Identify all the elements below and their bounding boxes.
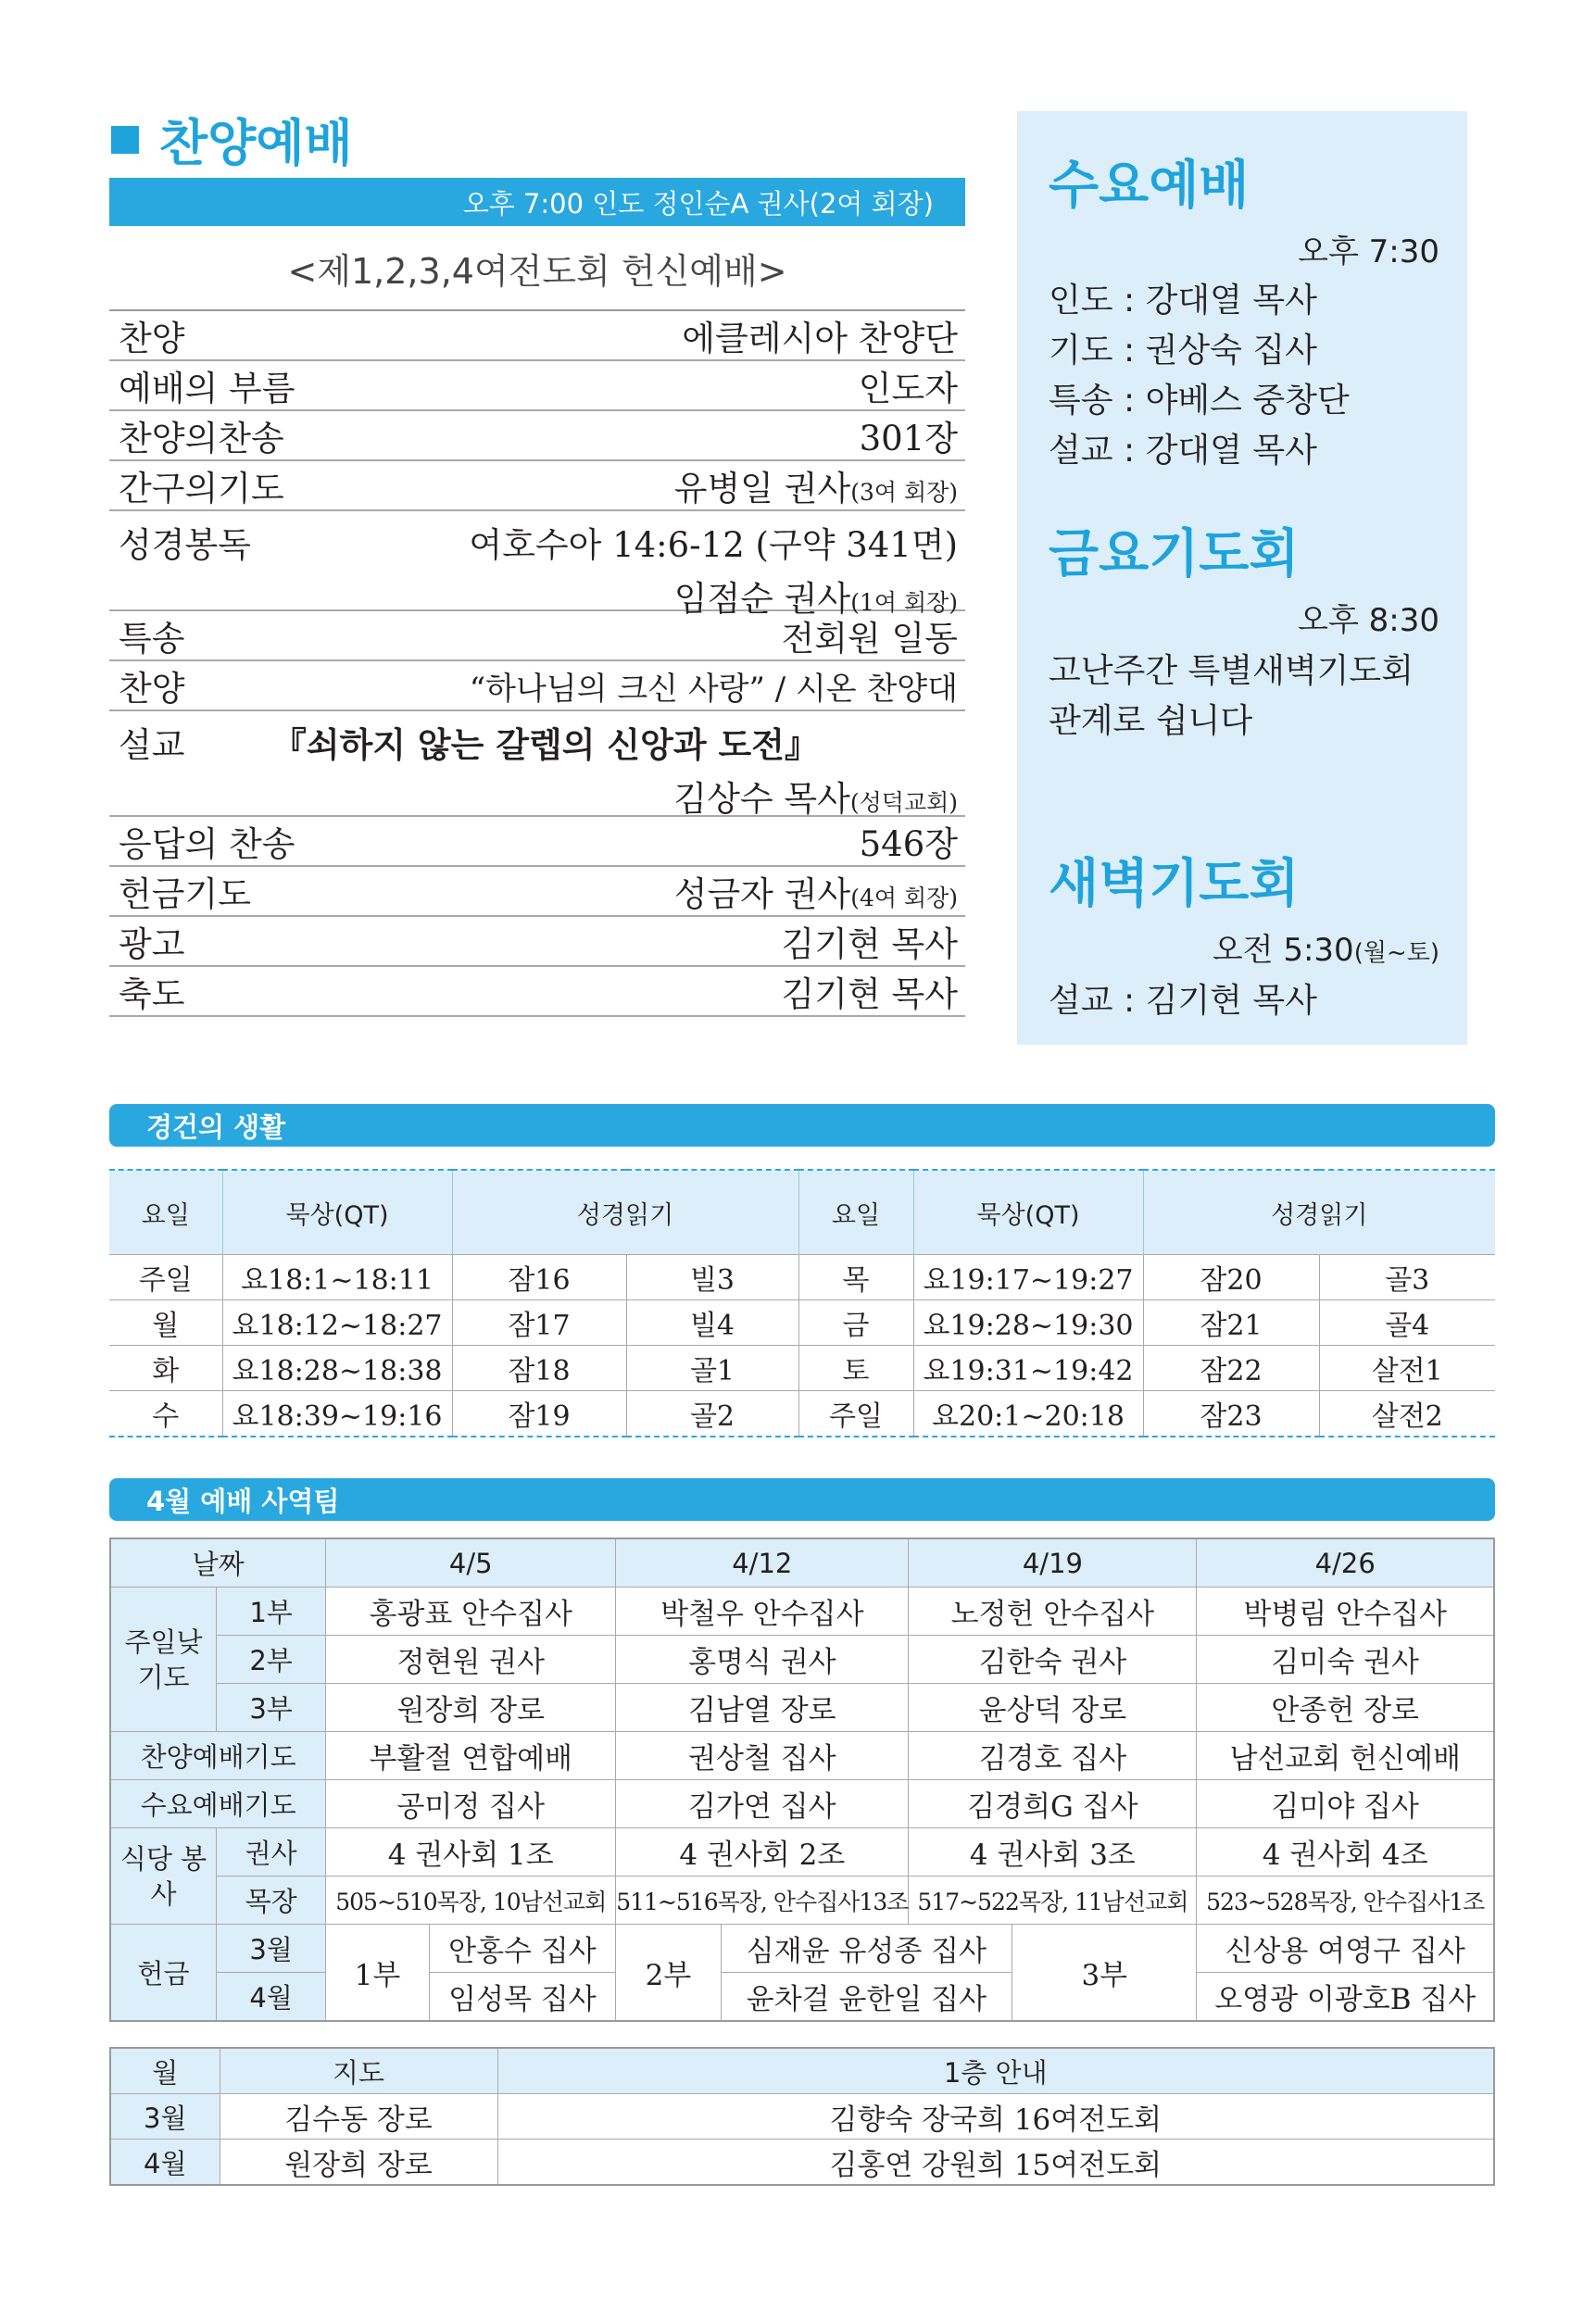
cell-reading: 잠22 — [1143, 1346, 1319, 1391]
name-cell: 홍광표 안수집사 — [326, 1588, 616, 1636]
name-cell: 523~528목장, 안수집사1조 — [1197, 1877, 1494, 1925]
table-row — [110, 1684, 1494, 1732]
order-row — [109, 311, 965, 361]
order-row — [109, 967, 965, 1017]
order-label: 찬양 — [119, 669, 185, 709]
offering-part: 1부 — [326, 1925, 429, 2022]
name-cell: 505~510목장, 10남선교회 — [326, 1877, 616, 1925]
order-value: 인도자 — [858, 369, 958, 408]
cell-reading: 잠23 — [1143, 1391, 1319, 1437]
header-month: 월 — [110, 2048, 220, 2094]
date-cell: 4/5 — [326, 1538, 616, 1588]
cell-qt: 요19:17~19:27 — [913, 1255, 1143, 1300]
order-value-note: (1여 회장) — [850, 589, 958, 616]
order-row — [109, 711, 965, 817]
praise-service-subtitle: <제1,2,3,4여전도회 헌신예배> — [287, 251, 787, 292]
offering-part: 3부 — [1012, 1925, 1197, 2022]
name-cell: 심재윤 유성종 집사 — [721, 1925, 1012, 1973]
order-label: 간구의기도 — [119, 469, 284, 508]
name-cell: 517~522목장, 11남선교회 — [909, 1877, 1197, 1925]
cell-day: 주일 — [798, 1391, 913, 1437]
name-cell: 남선교회 헌신예배 — [1197, 1732, 1494, 1780]
praise-service-title — [111, 104, 353, 175]
name-cell: 김경희G 집사 — [909, 1780, 1197, 1828]
order-row — [109, 461, 965, 511]
header-reading: 성경읽기 — [1143, 1170, 1495, 1255]
order-value — [119, 771, 958, 821]
wed-prayer-label: 수요예배기도 — [110, 1780, 326, 1828]
friday-line: 관계로 쉽니다 — [1049, 702, 1253, 740]
order-label: 성경봉독 — [119, 525, 251, 565]
part-label: 2부 — [216, 1636, 325, 1684]
name-cell: 박철우 안수집사 — [616, 1588, 909, 1636]
dawn-time-text: 오전 5:30 — [1212, 932, 1354, 969]
order-label: 축도 — [119, 974, 185, 1014]
name-cell: 정현원 권사 — [326, 1636, 616, 1684]
order-value: 546장 — [859, 824, 958, 864]
table-row — [109, 1346, 1495, 1391]
cell-day: 주일 — [109, 1255, 222, 1300]
month-label: 3월 — [216, 1925, 325, 1973]
header-day: 요일 — [109, 1170, 222, 1255]
friday-prayer-title: 금요기도회 — [1049, 524, 1300, 584]
order-row — [109, 511, 965, 619]
date-cell: 4/12 — [616, 1538, 909, 1588]
cell-reading: 빌4 — [626, 1300, 798, 1346]
cell-day: 금 — [798, 1300, 913, 1346]
order-value: “하나님의 크신 사랑” / 시온 찬양대 — [469, 670, 958, 708]
table-row — [109, 1255, 1495, 1300]
name-cell: 노정헌 안수집사 — [909, 1588, 1197, 1636]
name-cell: 김미야 집사 — [1197, 1780, 1494, 1828]
order-row — [109, 411, 965, 461]
cell-reading: 잠20 — [1143, 1255, 1319, 1300]
order-value: 301장 — [859, 419, 958, 458]
cell-reading: 잠21 — [1143, 1300, 1319, 1346]
order-row — [109, 817, 965, 867]
cell-reading: 잠19 — [452, 1391, 626, 1437]
wednesday-service-title: 수요예배 — [1049, 156, 1250, 216]
name-cell: 윤상덕 장로 — [909, 1684, 1197, 1732]
praise-prayer-label: 찬양예배기도 — [110, 1732, 326, 1780]
order-label: 특송 — [119, 619, 185, 659]
friday-line: 고난주간 특별새벽기도회 — [1049, 652, 1414, 690]
devotion-section-banner: 경건의 생활 — [109, 1104, 1495, 1147]
cell-reading: 빌3 — [626, 1255, 798, 1300]
order-value: 김기현 목사 — [781, 924, 958, 964]
ministry-section-banner: 4월 예배 사역팀 — [109, 1478, 1495, 1521]
cell-qt: 요18:28~18:38 — [222, 1346, 452, 1391]
order-value-name: 유병일 권사 — [673, 469, 851, 508]
praise-service-title-text: 찬양예배 — [159, 114, 353, 172]
part-label: 1부 — [216, 1588, 325, 1636]
order-row — [109, 611, 965, 661]
praise-service-info-bar: 오후 7:00 인도 정인순A 권사(2여 회장) — [109, 178, 965, 226]
name-cell: 신상용 여영구 집사 — [1197, 1925, 1494, 1973]
wednesday-line: 인도 : 강대열 목사 — [1049, 282, 1317, 320]
wednesday-line: 특송 : 야베스 중창단 — [1049, 382, 1350, 420]
dawn-line: 설교 : 김기현 목사 — [1049, 982, 1317, 1020]
table-row — [110, 1877, 1494, 1925]
order-label: 설교 — [119, 725, 185, 765]
sermon-title: 『쇠하지 않는 갈렙의 신앙과 도전』 — [271, 725, 819, 765]
part-label: 권사 — [216, 1828, 325, 1877]
cell-floor-guide: 김향숙 장국희 16여전도회 — [497, 2094, 1494, 2140]
date-cell: 4/26 — [1197, 1538, 1494, 1588]
name-cell: 임성목 집사 — [429, 1973, 616, 2022]
square-bullet-icon — [111, 126, 139, 154]
name-cell: 오영광 이광호B 집사 — [1197, 1973, 1494, 2022]
cell-reading: 골1 — [626, 1346, 798, 1391]
table-row — [110, 2140, 1494, 2186]
table-row — [110, 1925, 1494, 1973]
name-cell: 김남열 장로 — [616, 1684, 909, 1732]
table-row — [110, 1828, 1494, 1877]
order-value-name: 성금자 권사 — [673, 874, 851, 914]
order-value — [674, 460, 958, 510]
order-label: 예배의 부름 — [119, 369, 295, 408]
order-value-name: 김상수 목사 — [673, 779, 850, 819]
ministry-table — [109, 1538, 1495, 2022]
cell-day: 수 — [109, 1391, 222, 1437]
header-reading: 성경읽기 — [452, 1170, 798, 1255]
table-row — [110, 1636, 1494, 1684]
part-label: 3부 — [216, 1684, 325, 1732]
cell-month: 4월 — [110, 2140, 220, 2186]
order-row — [109, 867, 965, 917]
order-value: 전회원 일동 — [781, 619, 958, 659]
order-row — [109, 917, 965, 967]
cell-reading: 잠18 — [452, 1346, 626, 1391]
dawn-prayer-time — [1213, 924, 1439, 970]
worship-order-list — [109, 309, 965, 1017]
order-value-name: 임점순 권사 — [673, 579, 851, 619]
name-cell: 4 권사회 1조 — [326, 1828, 616, 1877]
name-cell: 안종헌 장로 — [1197, 1684, 1494, 1732]
table-row — [110, 1780, 1494, 1828]
order-row — [109, 361, 965, 411]
name-cell: 원장희 장로 — [326, 1684, 616, 1732]
cell-reading: 골3 — [1319, 1255, 1495, 1300]
cell-reading: 골2 — [626, 1391, 798, 1437]
name-cell: 김경호 집사 — [909, 1732, 1197, 1780]
header-floor-guide: 1층 안내 — [497, 2048, 1494, 2094]
cell-day: 화 — [109, 1346, 222, 1391]
cell-reading: 살전2 — [1319, 1391, 1495, 1437]
cell-reading: 잠17 — [452, 1300, 626, 1346]
order-label: 응답의 찬송 — [119, 824, 295, 864]
order-value: 여호수아 14:6-12 (구약 341면) — [469, 525, 958, 565]
cell-qt: 요18:1~18:11 — [222, 1255, 452, 1300]
date-label: 날짜 — [110, 1538, 326, 1588]
cell-day: 토 — [798, 1346, 913, 1391]
cell-month: 3월 — [110, 2094, 220, 2140]
order-value: 에클레시아 찬양단 — [682, 319, 958, 358]
wednesday-line: 기도 : 권상숙 집사 — [1049, 332, 1317, 370]
name-cell: 홍명식 권사 — [616, 1636, 909, 1684]
name-cell: 4 권사회 3조 — [909, 1828, 1197, 1877]
cell-qt: 요19:31~19:42 — [913, 1346, 1143, 1391]
header-qt: 묵상(QT) — [222, 1170, 452, 1255]
table-row — [109, 1300, 1495, 1346]
table-row — [110, 1732, 1494, 1780]
name-cell: 김미숙 권사 — [1197, 1636, 1494, 1684]
cell-qt: 요19:28~19:30 — [913, 1300, 1143, 1346]
name-cell: 윤차걸 윤한일 집사 — [721, 1973, 1012, 2022]
part-label: 목장 — [216, 1877, 325, 1925]
table-row — [110, 1538, 1494, 1588]
offering-part: 2부 — [616, 1925, 721, 2022]
name-cell: 안홍수 집사 — [429, 1925, 616, 1973]
name-cell: 4 권사회 2조 — [616, 1828, 909, 1877]
wednesday-service-time: 오후 7:30 — [1298, 233, 1439, 270]
table-header-row — [110, 2048, 1494, 2094]
order-row — [109, 661, 965, 711]
month-label: 4월 — [216, 1973, 325, 2022]
header-guide: 지도 — [220, 2048, 497, 2094]
cell-floor-guide: 김홍연 강원희 15여전도회 — [497, 2140, 1494, 2186]
cell-qt: 요18:12~18:27 — [222, 1300, 452, 1346]
order-label: 광고 — [119, 924, 185, 964]
order-value-note: (성덕교회) — [849, 789, 958, 816]
cell-reading: 골4 — [1319, 1300, 1495, 1346]
wednesday-line: 설교 : 강대열 목사 — [1049, 432, 1317, 470]
table-header-row — [109, 1170, 1495, 1255]
order-value-note: (3여 회장) — [850, 479, 958, 506]
cell-guide: 원장희 장로 — [220, 2140, 497, 2186]
kitchen-label: 식당 봉사 — [110, 1828, 216, 1925]
table-row — [109, 1391, 1495, 1437]
offering-label: 헌금 — [110, 1925, 216, 2022]
order-label: 찬양의찬송 — [119, 419, 284, 458]
dawn-time-note: (월~토) — [1353, 939, 1439, 967]
name-cell: 박병림 안수집사 — [1197, 1588, 1494, 1636]
guide-table — [109, 2047, 1495, 2186]
header-qt: 묵상(QT) — [913, 1170, 1143, 1255]
name-cell: 부활절 연합예배 — [326, 1732, 616, 1780]
cell-qt: 요18:39~19:16 — [222, 1391, 452, 1437]
cell-guide: 김수동 장로 — [220, 2094, 497, 2140]
order-value — [674, 866, 958, 916]
name-cell: 김가연 집사 — [616, 1780, 909, 1828]
dawn-prayer-title: 새벽기도회 — [1049, 854, 1300, 914]
order-label: 헌금기도 — [119, 874, 251, 914]
friday-prayer-time: 오후 8:30 — [1298, 602, 1439, 639]
weekday-services-box — [1017, 111, 1467, 1045]
date-cell: 4/19 — [909, 1538, 1197, 1588]
table-row — [110, 2094, 1494, 2140]
name-cell: 4 권사회 4조 — [1197, 1828, 1494, 1877]
cell-qt: 요20:1~20:18 — [913, 1391, 1143, 1437]
name-cell: 공미정 집사 — [326, 1780, 616, 1828]
header-day: 요일 — [798, 1170, 913, 1255]
cell-reading: 잠16 — [452, 1255, 626, 1300]
cell-reading: 살전1 — [1319, 1346, 1495, 1391]
name-cell: 511~516목장, 안수집사13조 — [616, 1877, 909, 1925]
cell-day: 월 — [109, 1300, 222, 1346]
table-row — [110, 1588, 1494, 1636]
order-label: 찬양 — [119, 319, 185, 358]
order-value-note: (4여 회장) — [850, 885, 958, 911]
devotion-table — [109, 1169, 1495, 1437]
table-row — [110, 1973, 1494, 2022]
order-value: 김기현 목사 — [781, 974, 958, 1014]
cell-day: 목 — [798, 1255, 913, 1300]
sunday-prayer-label: 주일낮 기도 — [110, 1588, 216, 1732]
name-cell: 김한숙 권사 — [909, 1636, 1197, 1684]
name-cell: 권상철 집사 — [616, 1732, 909, 1780]
